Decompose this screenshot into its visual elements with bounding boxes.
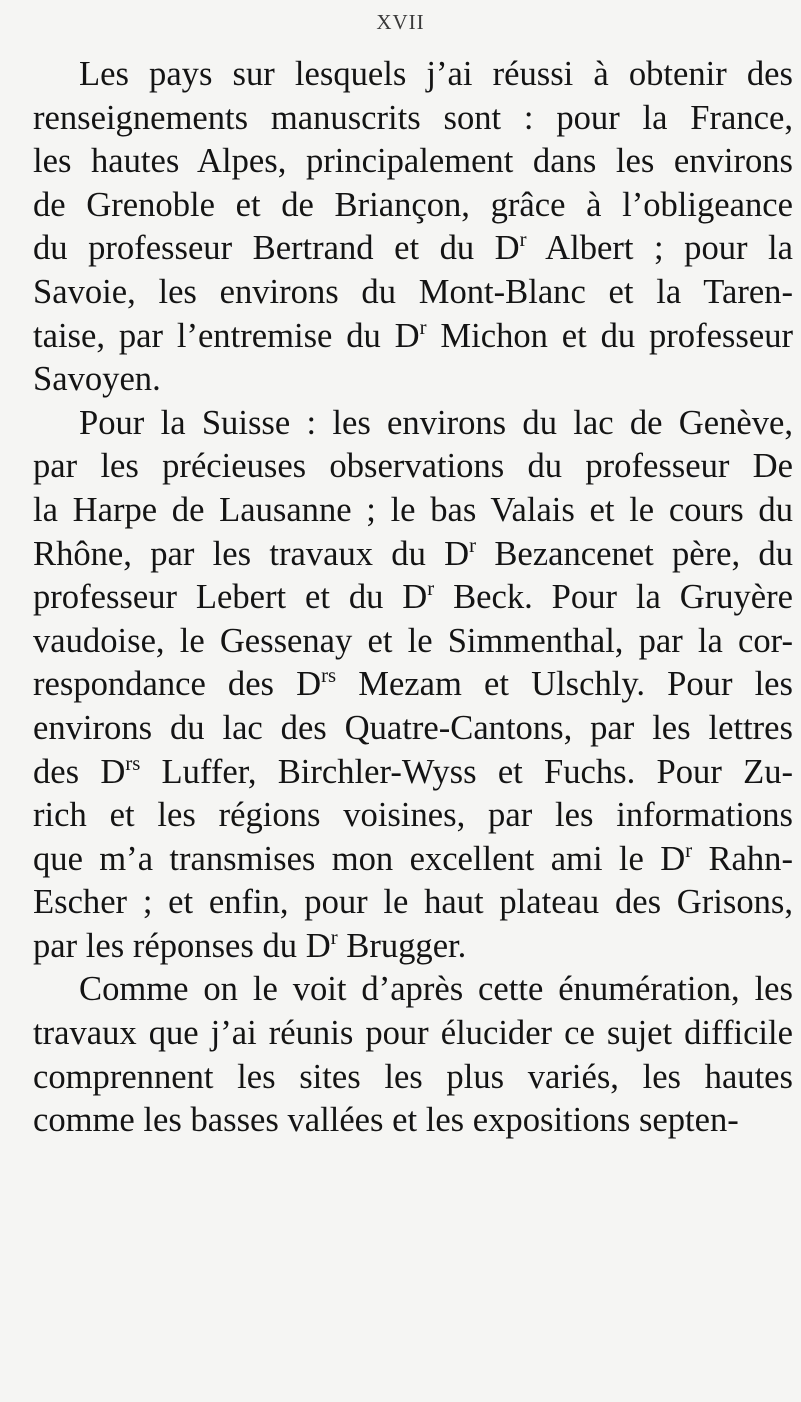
text-line: vaudoise, le Gessenay et le Simmenthal, par la cor- [33,621,793,660]
text-line: comme les basses vallées et les expositions septen- [33,1101,739,1140]
text-line: Rhône, par les travaux du $D^r$ Bezancenet père, du [33,534,793,573]
text-line: travaux que j’ai réunis pour élucider ce sujet difficile [33,1014,793,1053]
page-number: XVII [376,10,425,34]
text-line: rich et les régions voisines, par les informations [33,796,793,835]
text-line: des $D^{rs}$ Luffer, Birchler-Wyss et Fuchs. Pour Zu- [33,752,794,791]
text-line: par les réponses du $D^r$ Brugger. [33,926,467,965]
text-line: Les pays sur lesquels j’ai réussi à obtenir des [79,55,793,93]
text-line: Comme on le voit d’après cette énumération, les [79,970,793,1009]
text-line: la Harpe de Lausanne ; le bas Valais et le cours du [33,490,793,529]
text-line: que m’a transmises mon excellent ami le $D^r$ Rahn- [33,839,793,878]
text-line: professeur Lebert et du $D^r$ Beck. Pour la Gruyère [33,578,793,617]
text-line: de Grenoble et de Briançon, grâce à l’obligeance [33,185,793,224]
text-line: renseignements manuscrits sont : pour la France, [33,98,793,137]
text-line: taise, par l’entremise du $D^r$ Michon et du professeur [33,316,794,355]
text-line: Savoyen. [33,360,161,399]
text-line: respondance des $D^{rs}$ Mezam et Ulschly. Pour les [33,665,793,704]
text-line: Pour la Suisse : les environs du lac de Genève, [79,403,793,442]
text-line: environs du lac des Quatre-Cantons, par les lettres [33,708,793,747]
text-line: du professeur Bertrand et du $D^r$ Albert ; pour la [33,229,794,268]
text-line: Escher ; et enfin, pour le haut plateau des Grisons, [33,883,793,922]
body-text [33,53,793,1143]
text-line: les hautes Alpes, principalement dans les environs [33,142,793,181]
text-line: Savoie, les environs du Mont-Blanc et la Taren- [33,272,793,311]
text-line: par les précieuses observations du professeur De [33,447,793,486]
text-line: comprennent les sites les plus variés, les hautes [33,1057,793,1096]
